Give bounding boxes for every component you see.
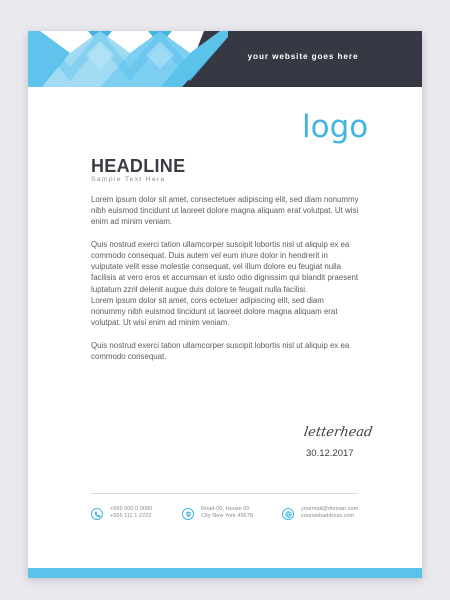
globe-icon	[282, 508, 294, 520]
website-text: your website goes here	[247, 52, 359, 61]
footer-divider	[91, 493, 358, 494]
paragraph-2: Quis nostrud exerci tation ullamcorper suscipit lobortis nisl ut aliquip ex ea commodo consequat. Duis autem vel eum iriure dolor in hendrerit in vulputate velit esse molestie consequat, vel illum dolore eu feugiat nulla facilisis at vero eros et accumsan et iusto odio dignissim qui blandit praesent luptatum zzril delenit augue duis dolore te feugait nulla facilisi.	[91, 239, 359, 294]
letter-body	[91, 194, 359, 362]
subheadline: Sample Text Here	[91, 176, 166, 183]
footer-bar	[28, 568, 422, 578]
phone-icon	[91, 508, 103, 520]
phone-line-2: +555 111 1 2222	[110, 513, 152, 520]
signature: letterhead	[302, 425, 374, 440]
location-pin-icon	[182, 508, 194, 520]
headline: HEADLINE	[91, 156, 186, 176]
address-line-2: City New York 45678	[201, 513, 253, 520]
address-line-1: Road-00, House 00	[201, 506, 250, 512]
web-address-line: yourwebaddress.com	[301, 513, 355, 520]
paragraph-1: Lorem ipsum dolor sit amet, consectetuer adipiscing elit, sed diam nonummy nibh euismod tincidunt ut laoreet dolore magna aliquam erat volutpat. Ut wisi enim ad minim veniam.	[91, 195, 359, 227]
email-line: yourmail@domain.com	[301, 506, 359, 512]
date: 30.12.2017	[306, 448, 354, 459]
paragraph-3: Lorem ipsum dolor sit amet, cons ectetuer adipiscing elit, sed diam nonummy nibh euismod tincidunt ut laoreet dolore magna aliquam erat volutpat. Ut wisi enim ad minim veniam.	[91, 295, 338, 328]
paragraph-4: Quis nostrud exerci tation ullamcorper suscipit lobortis nisl ut aliquip ex ea commodo consequat.	[91, 340, 350, 361]
logo: logo	[302, 109, 369, 145]
phone-line-1: +555 000 0 0000	[110, 506, 153, 512]
letterhead-page	[28, 31, 422, 578]
